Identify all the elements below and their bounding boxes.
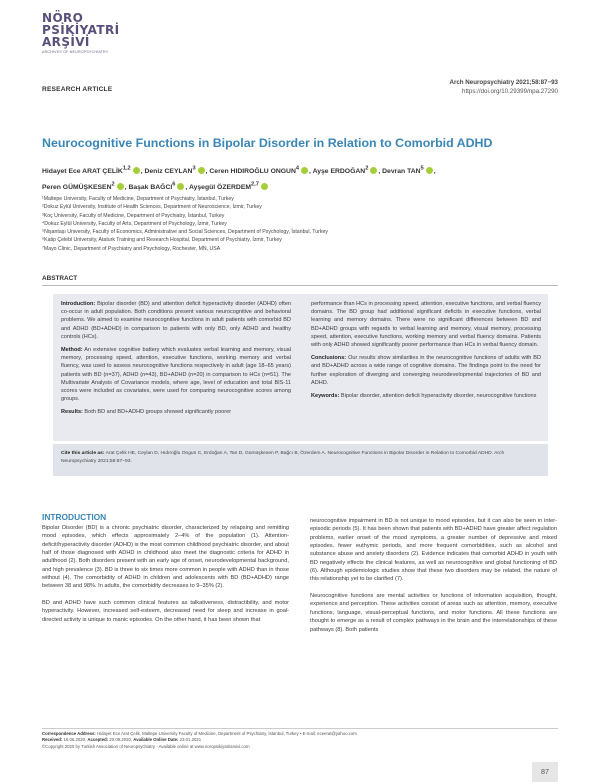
article-title: Neurocognitive Functions in Bipolar Disorder in Relation to Comorbid ADHD xyxy=(42,136,493,150)
author: Devran TAN$^5$ , xyxy=(382,166,436,176)
author: Başak BAĞCI$^6$ , xyxy=(128,181,188,191)
abstract-heading: ABSTRACT xyxy=(42,275,558,286)
affiliation: ³Koç University, Faculty of Medicine, Department of Psychiatry, İstanbul, Turkey xyxy=(42,212,225,219)
logo-line-2: PSİKİYATRİ xyxy=(42,23,120,37)
orcid-icon[interactable] xyxy=(261,183,268,190)
journal-logo xyxy=(42,12,142,54)
paragraph: Bipolar Disorder (BD) is a chronic psychiatric disorder, characterized by relapsing and remitting mood episodes, which effects approximately 2–4% of the population (1). Attention-deficit/hyperactivity disorder (ADHD) is the most common childhood psychiatric disorder, and about half of those diagnosed with ADHD in childhood also meet the diagnostic criteria for ADHD in adulthood (2). Both disorders present with an early age of onset, neurodevelopmental background, and high prevalence (3). BD is three to six times more common in people with ADHD than in those without (4). The comorbidity of ADHD in children and adolescents with BD (BD+ADHD) range between 38 and 98%. In adults, the comorbidity decreases to 9–35% (2). xyxy=(42,525,289,590)
affiliation: ¹Maltepe University, Faculty of Medicine, Department of Psychiatry, İstanbul, Turkey xyxy=(42,196,234,202)
paragraph: BD and ADHD have such common clinical features as talkativeness, distractibility, and motor hyperactivity. However, increased self-esteem, decreased need for sleep and increase in goal-directed activity is unique to manic episodes. On the other hand, it has been shown that xyxy=(42,600,289,623)
logo-line-3: ARŞİVİ xyxy=(42,35,90,49)
body-column-left xyxy=(42,524,289,633)
abstract-column-left xyxy=(61,300,291,422)
author: Peren GÜMÜŞKESEN$^2$ , xyxy=(42,181,127,191)
logo-line-1: NÖRO xyxy=(42,11,84,25)
affiliation: ⁶Katip Çelebi University, Ataturk Training and Research Hospital, Department of Psychiatry, İzmir, Turkey xyxy=(42,237,282,244)
doi-link[interactable]: https://doi.org/10.29399/npa.27290 xyxy=(462,88,558,95)
paragraph: neurocognitive impairment in BD is not unique to mood episodes, but it can also be seen in inter-episodic periods (5). It has been shown that patients with BD+ADHD have greater affect regulation problems, earlier onset of the mood symptoms, a greater number of depressive and mixed episodes, fewer euthymic periods, and more frequent comorbidities, such as alcohol and substance abuse and anxiety disorders (2). Evidence indicates that comorbid ADHD in youth with BD negatively effects the clinical features, as well as neurocognitive and global functioning of BD (6). Although epidemiologic studies show that these two disorders may be related, the nature of this relationship yet to be clarified (7). xyxy=(310,518,557,583)
author: Ceren HIDIROĞLU ONGUN$^4$ , xyxy=(209,166,311,176)
abstract-method: Method: An extensive cognitive battery which evaluates verbal learning and memory, visual memory, processing speed, attention, executive functions, working memory and verbal fluency, was used to assess neurocognitive functions respectively in adult (age 18–65 years) patients with BD (n=37), ADHD (n=43), BD+ADHD (n=20) in comparison to HCs (n=51). The Multivariate Analysis of Covariance models, where age, level of education and total BIS-11 scores were included as covariates, were used for comparing neurocognitive scores among groups. xyxy=(61,347,291,403)
orcid-icon[interactable] xyxy=(177,183,184,190)
abstract-conclusions: Conclusions: Our results show similarities in the neurocognitive functions of adults with BD and BD+ADHD across a wide range of cognitive domains. The findings point to the need for further exploration of diverging and converging neurodevelopmental trajectories of BD and ADHD. xyxy=(311,355,541,386)
journal-citation: Arch Neuropsychiatry 2021;58:87−93 xyxy=(449,79,558,86)
page-number: 87 xyxy=(532,762,558,782)
footer-divider xyxy=(42,728,558,729)
copyright: ©Copyright 2020 by Turkish Association of Neuropsychiatry - Available online at www.noropsikiyatriarsivi.com xyxy=(42,743,250,749)
orcid-icon[interactable] xyxy=(426,167,433,174)
abstract-box xyxy=(53,294,548,441)
paragraph: Neurocognitive functions are mental activities or functions of information acquisition, thought, experience and perception. These activities consist of areas such as attention, memory, executive functions, language, visual-perceptual functions, and motor functions. All these functions are thought to emerge as a result of complex pathways in the brain and the interrelationships of these pathways (8). Both patients xyxy=(310,593,557,633)
abstract-keywords: Keywords: Bipolar disorder, attention deficit hyperactivity disorder, neurocognitive functions xyxy=(311,393,537,400)
correspondence: Correspondence Address: Hidayet Ece Arat Çelik, Maltepe University Faculty of Medicine, Department of Psychiatry, İstanbul, Turkey • E-mail: eceerat@yahoo.com xyxy=(42,731,357,736)
journal-reference xyxy=(449,78,558,96)
logo-subtitle: ARCHIVES OF NEUROPSYCHIATRY xyxy=(42,50,109,54)
affiliation: ²Dokuz Eylül University, Institute of Health Sciences, Department of Neuroscience, İzmir, Turkey xyxy=(42,204,262,211)
abstract-results: Results: Both BD and BD+ADHD groups showed significantly poorer xyxy=(61,409,232,416)
citation-label: Cite this article as: xyxy=(61,451,105,456)
affiliation: ⁵Nişantaşı University, Faculty of Economics, Administrative and Social Sciences, Department of Psychology, İstanbul, Turkey xyxy=(42,229,328,236)
citation-text: Arat Çelik HE, Ceylan D, Hıdıroğlu Ongun C, Erdoğan A, Tan D, Gümüşkesen P, Bağcı B, Özerdem A. Neurocognitive Functions in Bipolar Disorder in Relation to Comorbid ADHD. Arch Neuropsychiatry 2021;58:87−93. xyxy=(61,451,505,464)
abstract-results-continued: performance than HCs in processing speed, attention, executive functions, and verbal fluency domains. The BD group had additional significant deficits in executive functions, verbal learning and memory domains. There were no significant differences between BD and BD+ADHD groups with regards to verbal learning and memory, visual memory, processing speed, attention, executive functions, working memory and verbal fluency domains. Patients with only ADHD showed significantly poorer performance than HCs in verbal fluency domain. xyxy=(311,301,541,349)
orcid-icon[interactable] xyxy=(301,167,308,174)
author-list xyxy=(42,163,562,194)
orcid-icon[interactable] xyxy=(117,183,124,190)
abstract-column-right xyxy=(311,300,541,405)
introduction-heading: INTRODUCTION xyxy=(42,512,107,522)
affiliation: ⁴Dokuz Eylül University, Faculty of Arts, Department of Psychology, İzmir, Turkey xyxy=(42,220,227,227)
orcid-icon[interactable] xyxy=(370,167,377,174)
author: Deniz CEYLAN$^3$ , xyxy=(144,166,208,176)
article-type: RESEARCH ARTICLE xyxy=(42,86,113,93)
author: Ayşe ERDOĞAN$^2$ , xyxy=(312,166,381,176)
orcid-icon[interactable] xyxy=(198,167,205,174)
body-column-right xyxy=(310,517,557,642)
affiliation: ⁷Mayo Clinic, Department of Psychiatry and Psychology, Rochester, MN, USA xyxy=(42,245,221,252)
dates: Received: 16.06.2020, Accepted: 20.09.2020, Available Online Date: 23.01.2021 xyxy=(42,737,202,743)
abstract-introduction: Introduction: Bipolar disorder (BD) and attention deficit hyperactivity disorder (ADHD) often co-occur in adult population. Both conditions present various neurocognitive and behavioral problems. We aimed to examine neurocognitive functions in adult patients with comorbid BD and ADHD (BD+ADHD) in comparison to patients with only BD, only ADHD and healthy controls (HCs). xyxy=(61,301,291,340)
affiliations xyxy=(42,195,562,253)
author: Ayşegül ÖZERDEM$^{2,7}$ xyxy=(189,184,269,191)
footer xyxy=(42,731,558,750)
orcid-icon[interactable] xyxy=(133,167,140,174)
citation-box xyxy=(53,444,548,476)
author: Hidayet Ece ARAT ÇELİK$^{1,2}$ , xyxy=(42,166,143,176)
